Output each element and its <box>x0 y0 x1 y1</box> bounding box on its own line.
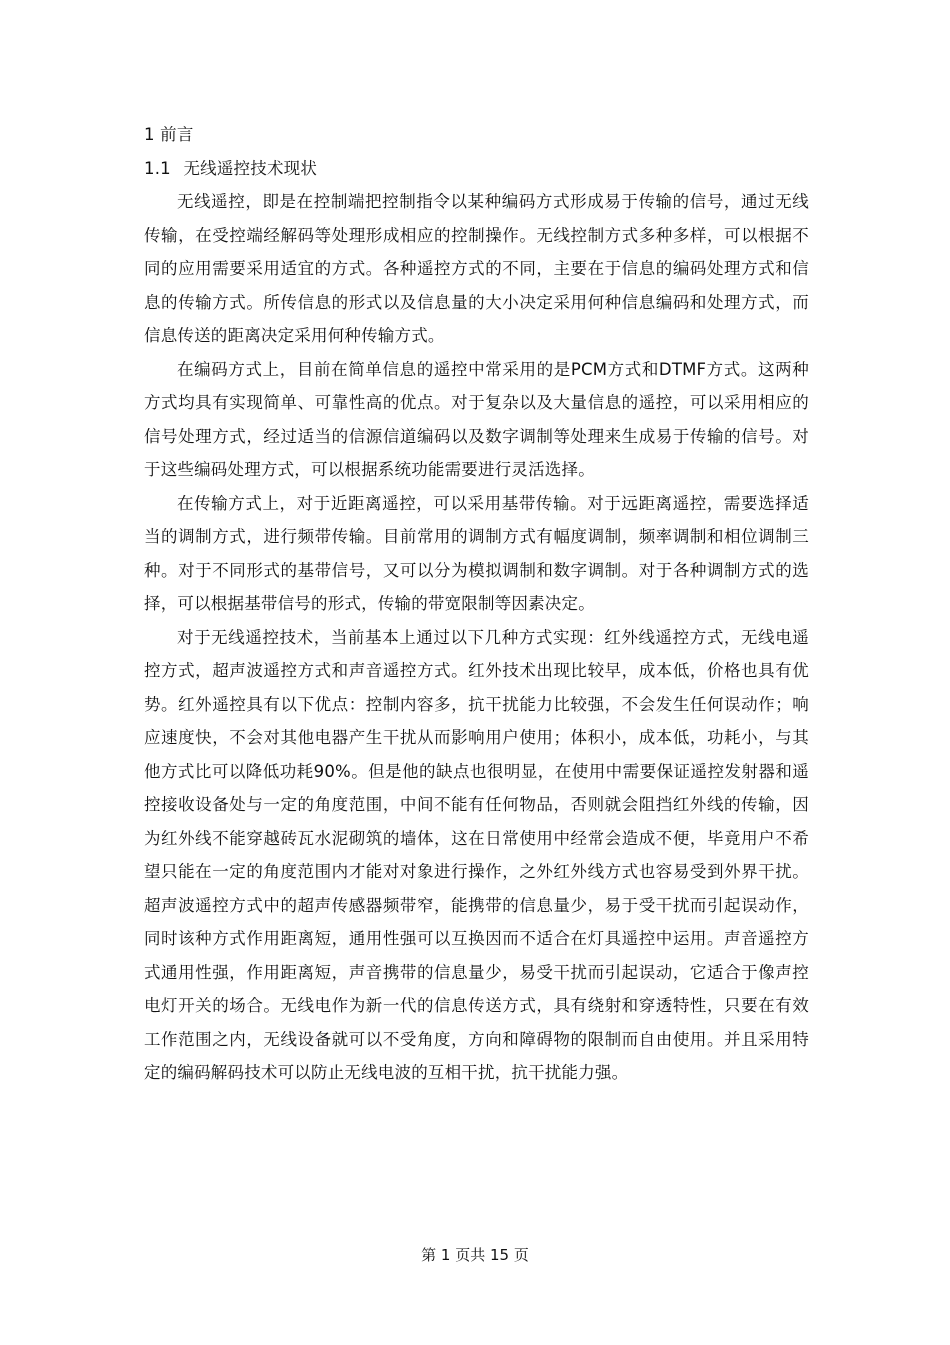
paragraph-3: 在传输方式上，对于近距离遥控，可以采用基带传输。对于远距离遥控，需要选择适当的调制方式，进行频带传输。目前常用的调制方式有幅度调制，频率调制和相位调制三种。对于不同形式的基带信号，又可以分为模拟调制和数字调制。对于各种调制方式的选择，可以根据基带信号的形式，传输的带宽限制等因素决定。 <box>144 493 809 613</box>
chapter-heading: 1 前言 <box>144 125 194 144</box>
section-number: 1.1 <box>144 158 171 178</box>
paragraph-4: 对于无线遥控技术，当前基本上通过以下几种方式实现：红外线遥控方式，无线电遥控方式，超声波遥控方式和声音遥控方式。红外技术出现比较早，成本低，价格也具有优势。红外遥控具有以下优点：控制内容多，抗干扰能力比较强，不会发生任何误动作；响应速度快，不会对其他电器产生干扰从而影响用户使用；体积小，成本低，功耗小，与其他方式比可以降低功耗90%。但是他的缺点也很明显，在使用中需要保证遥控发射器和遥控接收设备处与一定的角度范围，中间不能有任何物品，否则就会阻挡红外线的传输，因为红外线不能穿越砖瓦水泥砌筑的墙体，这在日常使用中经常会造成不便，毕竟用户不希望只能在一定的角度范围内才能对对象进行操作，之外红外线方式也容易受到外界干扰。超声波遥控方式中的超声传感器频带窄，能携带的信息量少，易于受干扰而引起误动作，同时该种方式作用距离短，通用性强可以互换因而不适合在灯具遥控中运用。声音遥控方式通用性强，作用距离短，声音携带的信息量少，易受干扰而引起误动，它适合于像声控电灯开关的场合。无线电作为新一代的信息传送方式，具有绕射和穿透特性，只要在有效工作范围之内，无线设备就可以不受角度，方向和障碍物的限制而自由使用。并且采用特定的编码解码技术可以防止无线电波的互相干扰，抗干扰能力强。 <box>144 627 809 1082</box>
paragraph-2: 在编码方式上，目前在简单信息的遥控中常采用的是PCM方式和DTMF方式。这两种方式均具有实现简单、可靠性高的优点。对于复杂以及大量信息的遥控，可以采用相应的信号处理方式，经过适当的信源信道编码以及数字调制等处理来生成易于传输的信号。对于这些编码处理方式，可以根据系统功能需要进行灵活选择。 <box>144 359 809 479</box>
section-heading <box>144 152 809 186</box>
paragraph-1: 无线遥控，即是在控制端把控制指令以某种编码方式形成易于传输的信号，通过无线传输，在受控端经解码等处理形成相应的控制操作。无线控制方式多种多样，可以根据不同的应用需要采用适宜的方式。各种遥控方式的不同，主要在于信息的编码处理方式和信息的传输方式。所传信息的形式以及信息量的大小决定采用何种信息编码和处理方式，而信息传送的距离决定采用何种传输方式。 <box>144 192 809 345</box>
section-title: 无线遥控技术现状 <box>183 158 318 178</box>
body-text <box>144 118 809 1090</box>
page-footer: 第 1 页共 15 页 <box>421 1246 529 1264</box>
